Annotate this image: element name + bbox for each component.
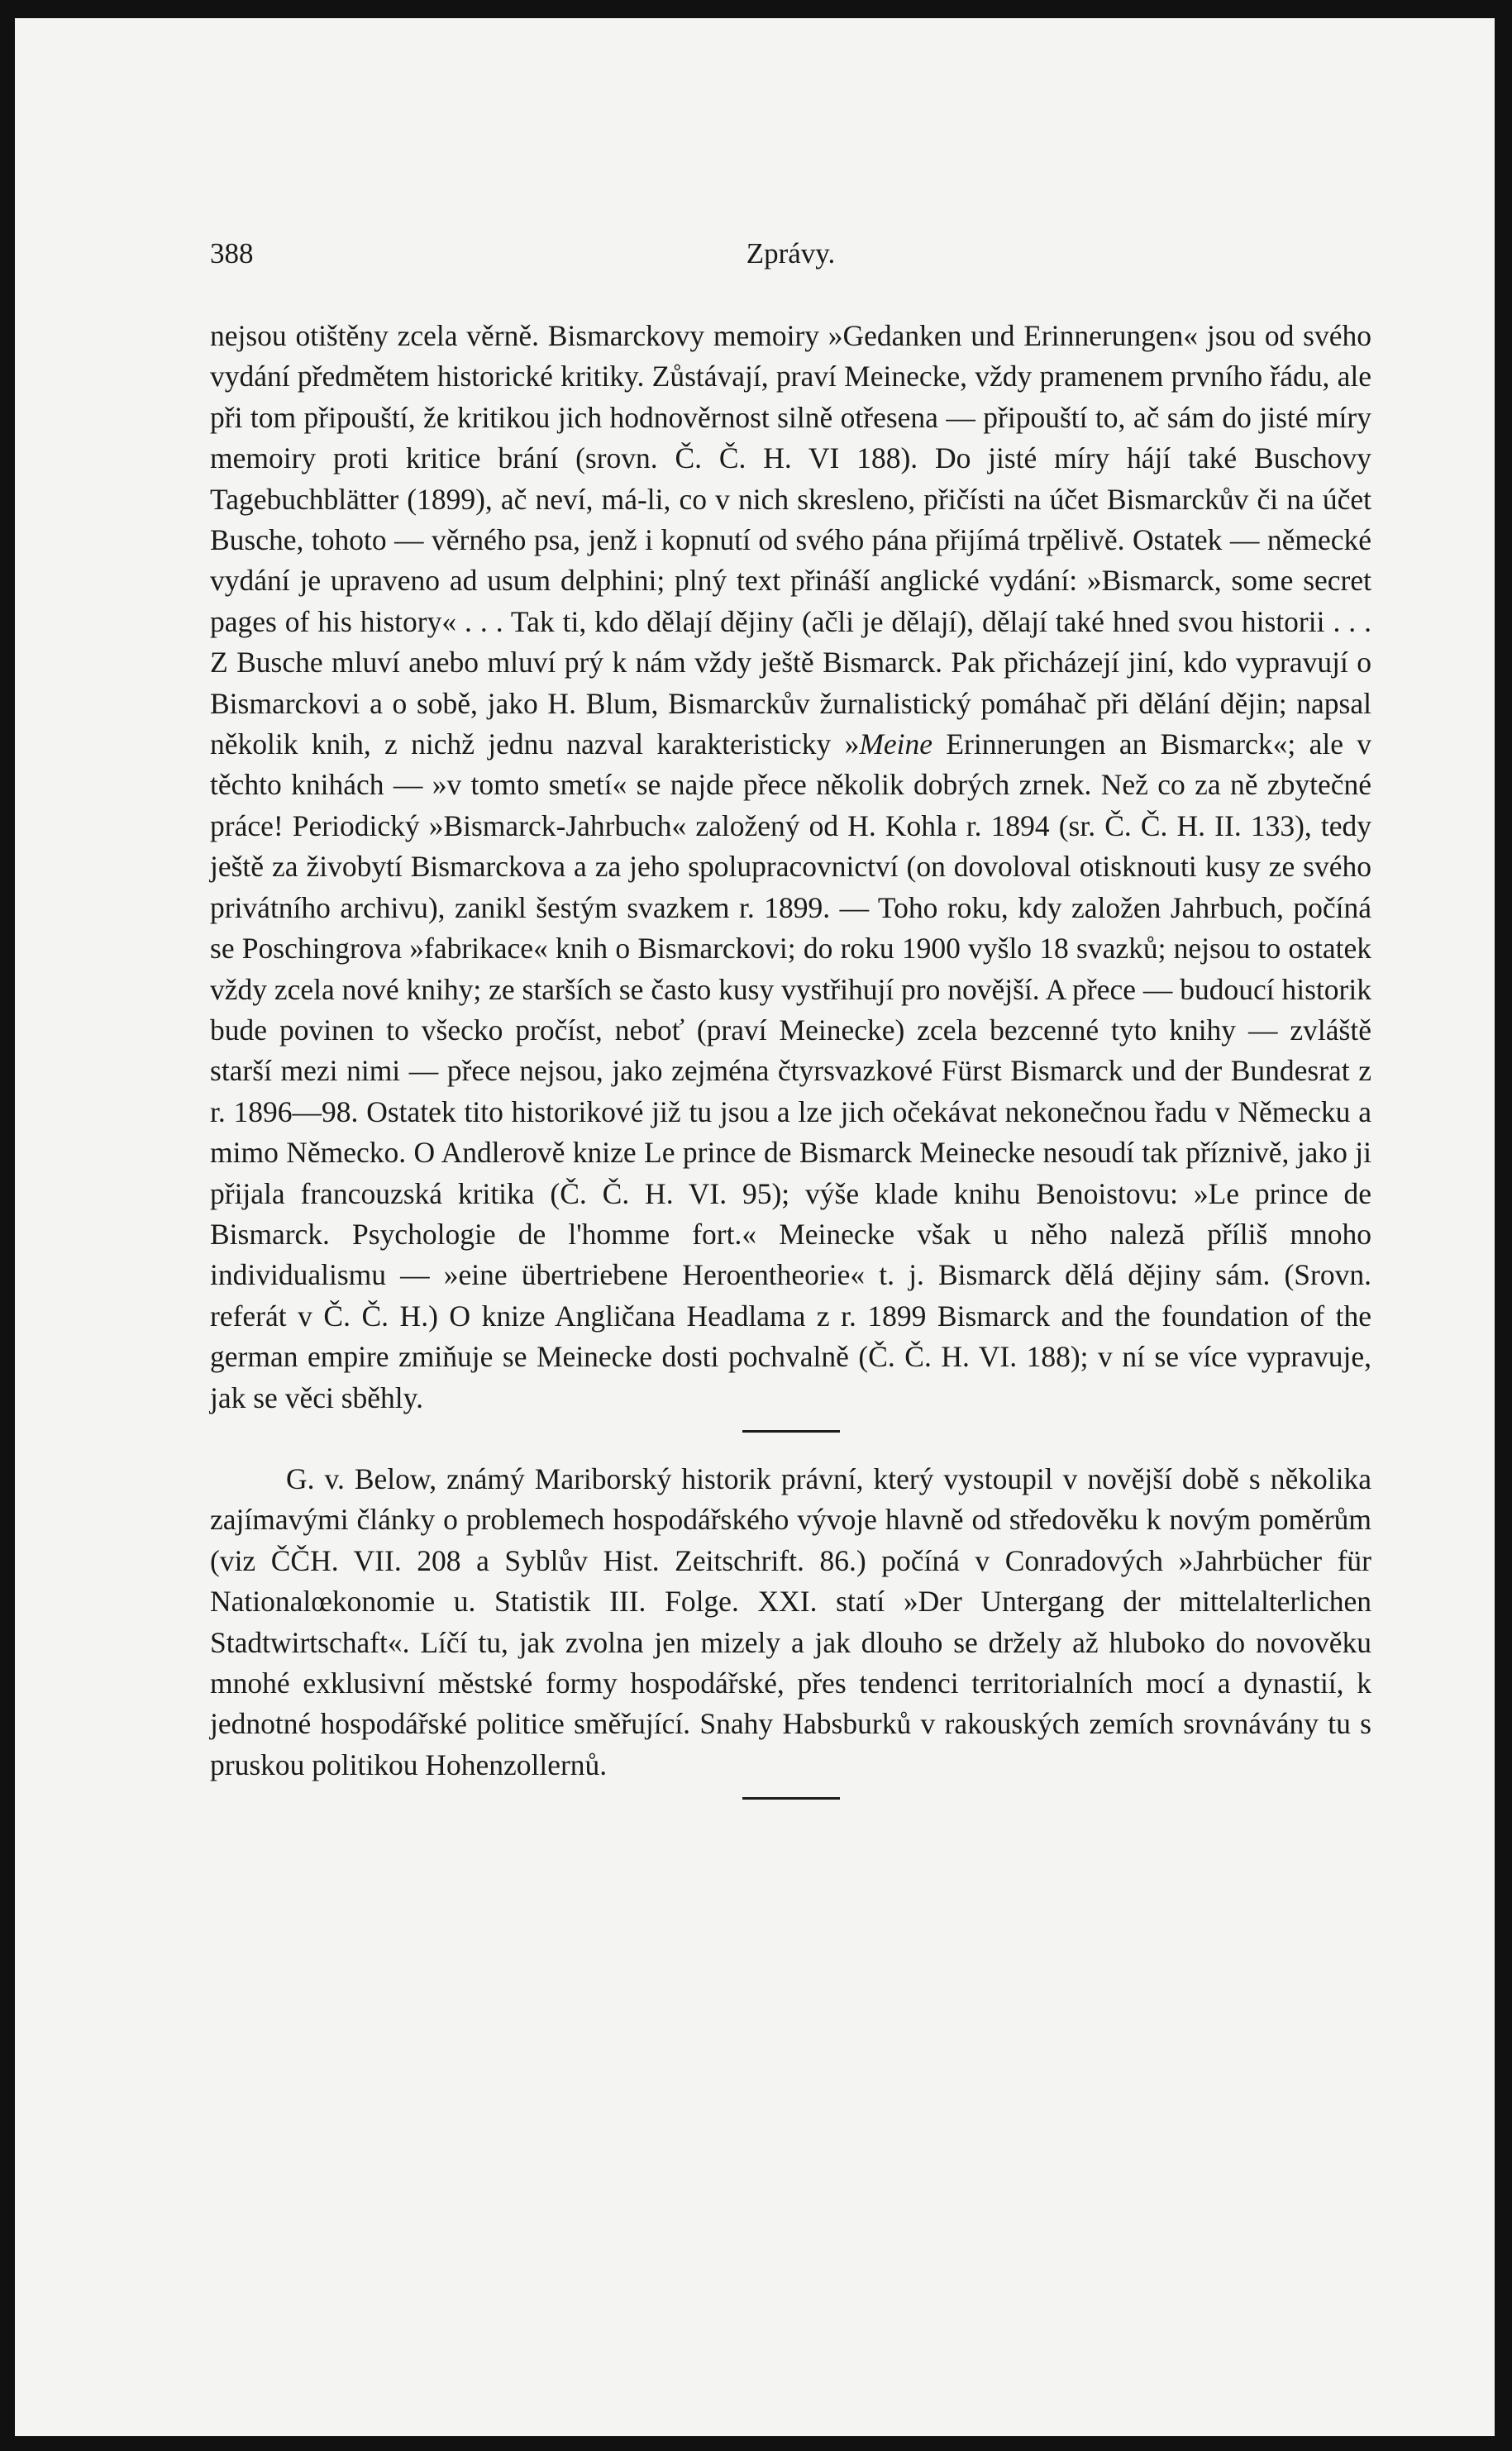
section-divider [742,1430,840,1433]
paragraph-bismarck-literature [210,316,1371,1419]
page-number: 388 [210,237,254,269]
italic-word: Meine [859,727,933,761]
body-text [210,316,1371,1826]
page-header [210,237,1371,287]
paragraph-below-article: G. v. Below, známý Mariborský historik právní, který vystoupil v novější době s několika zajímavými články o problemech hospodářského vývoje hlavně od středověku k novým poměrům (viz ČČH. VII. 208 a Syblův Hist. Zeitschrift. 86.) počíná v Conradových »Jahrbücher für Nationalœkonomie u. Statistik III. Folge. XXI. statí »Der Untergang der mittelalterlichen Stadtwirtschaft«. Líčí tu, jak zvolna jen mizely a jak dlouho se držely až hluboko do novověku mnohé exklusivní městské formy hospodářské, přes tendenci territorialních mocí a dynastií, k jednotné hospodářské politice směřující. Snahy Habsburků v rakouských zemích srovnávány tu s pruskou politikou Hohenzollernů. [210,1462,1371,1781]
section-divider-end [742,1797,840,1800]
paragraph1-text-start: nejsou otištěny zcela věrně. Bismarckovy memoiry »Gedanken und Erinnerungen« jsou od svého vydání předmětem historické kritiky. Zůstávají, praví Meinecke, vždy pramenem prvního řádu, ale při tom připouští, že kritikou jich hodnověrnost silně otřesena — připouští to, ač sám do jisté míry memoiry proti kritice brání (srovn. Č. Č. H. VI 188). Do jisté míry hájí také Buschovy Tagebuchblätter (1899), ač neví, má-li, co v nich skresleno, přičísti na účet Bismarckův či na účet Busche, tohoto — věrného psa, jenž i kopnutí od svého pána přijímá trpělivě. Ostatek — německé vydání je upraveno ad usum delphini; plný text přináší anglické vydání: »Bismarck, some secret pages of his history« . . . Tak ti, kdo dělají dějiny (ačli je dělají), dělají také hned svou historii . . . Z Busche mluví anebo mluví prý k nám vždy ještě Bismarck. Pak přicházejí jiní, kdo vypravují o Bismarckovi a o sobě, jako H. Blum, Bismarckův žurnalistický pomáhač při dělání dějin; napsal několik knih, z nichž jednu nazval karakteristicky » [210,319,1371,761]
running-head-title: Zprávy. [746,237,836,269]
paragraph1-text-end: Erinnerungen an Bismarck«; ale v těchto knihách — »v tomto smetí« se najde přece několik dobrých zrnek. Než co za ně zbytečné práce! Periodický »Bismarck-Jahrbuch« založený od H. Kohla r. 1894 (sr. Č. Č. H. II. 133), tedy ještě za živobytí Bismarckova a za jeho spolupracovnictví (on dovoloval otisknouti kusy ze svého privátního archivu), zanikl šestým svazkem r. 1899. — Toho roku, kdy založen Jahrbuch, počíná se Poschingrova »fabrikace« knih o Bismarckovi; do roku 1900 vyšlo 18 svazků; nejsou to ostatek vždy zcela nové knihy; ze starších se často kusy vystřihují pro novější. A přece — budoucí historik bude povinen to všecko pročíst, neboť (praví Meinecke) zcela bezcenné tyto knihy — zvláště starší mezi nimi — přece nejsou, jako zejména čtyrsvazkové Fürst Bismarck und der Bundesrat z r. 1896—98. Ostatek tito historikové již tu jsou a lze jich očekávat nekonečnou řadu v Německu a mimo Německo. O Andlerově knize Le prince de Bismarck Meinecke nesoudí tak příznivě, jako ji přijala francouzská kritika (Č. Č. H. VI. 95); výše klade knihu Benoistovu: »Le prince de Bismarck. Psychologie de l'homme fort.« Meinecke však u něho naleză příliš mnoho individualismu — »eine übertriebene Heroentheorie« t. j. Bismarck dělá dějiny sám. (Srovn. referát v Č. Č. H.) O knize Angličana Headlama z r. 1899 Bismarck and the foundation of the german empire zmiňuje se Meinecke dosti pochvalně (Č. Č. H. VI. 188); v ní se více vypravuje, jak se věci sběhly. [210,727,1371,1414]
document-page [15,18,1495,2436]
